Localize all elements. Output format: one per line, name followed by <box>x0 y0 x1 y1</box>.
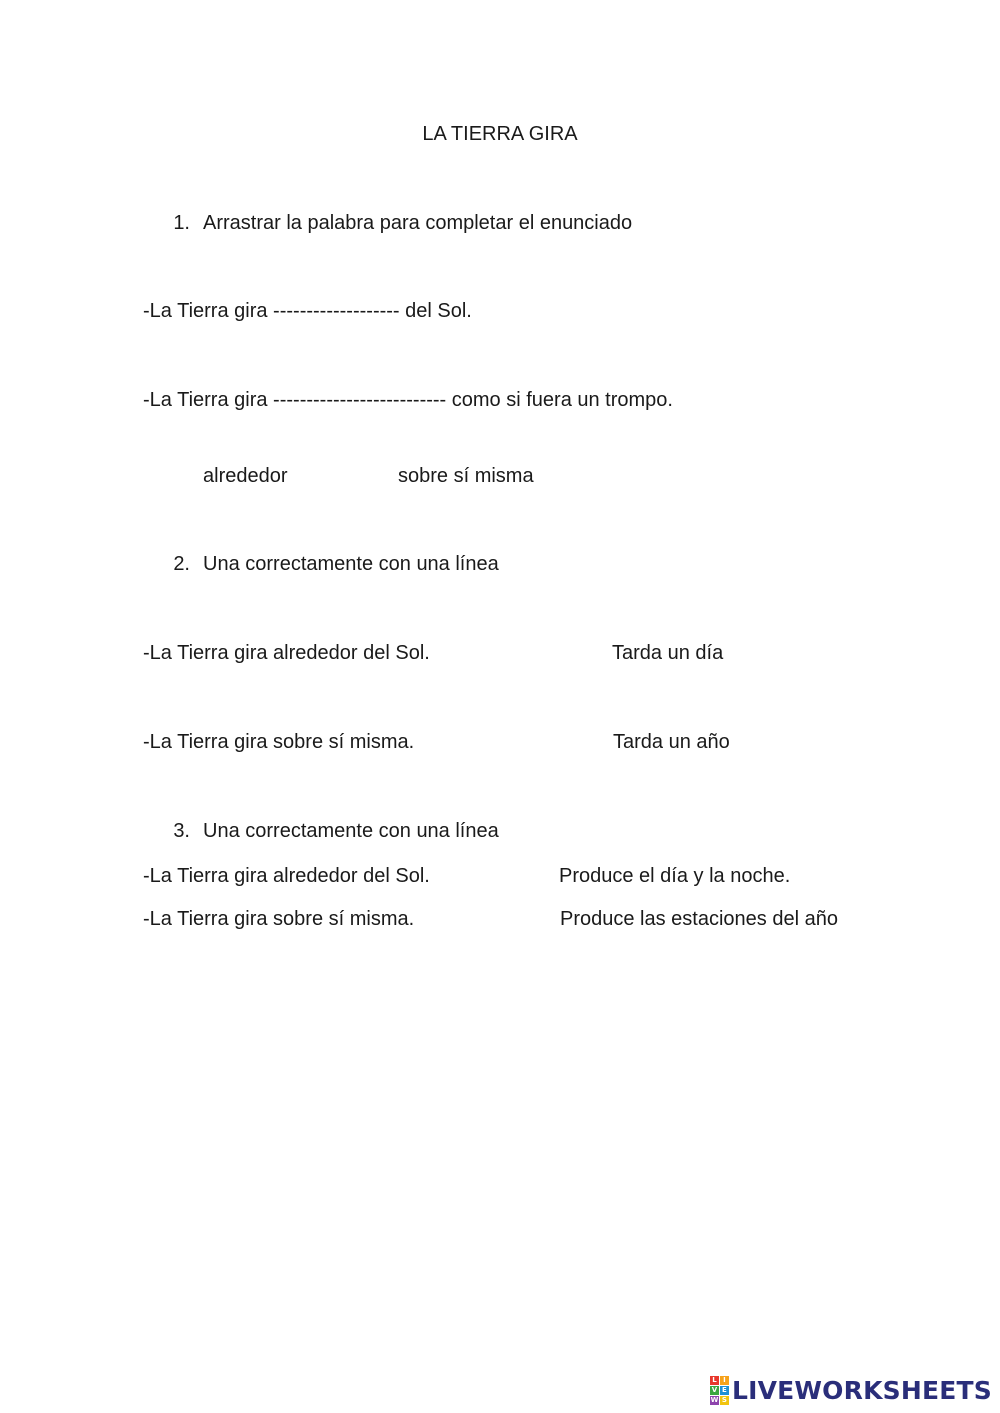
q3-left-item-2[interactable]: -La Tierra gira sobre sí misma. <box>143 908 415 930</box>
q1-instruction: Arrastrar la palabra para completar el enunciado <box>203 212 633 234</box>
liveworksheets-logo <box>710 1375 992 1405</box>
q1-sentence-1[interactable]: -La Tierra gira ------------------- del Sol. <box>143 300 472 322</box>
logo-tile-1: I <box>720 1376 729 1385</box>
q2-left-item-2[interactable]: -La Tierra gira sobre sí misma. <box>143 731 415 753</box>
q3-left-item-1[interactable]: -La Tierra gira alrededor del Sol. <box>143 865 430 887</box>
q2-number: 2. <box>173 553 190 575</box>
q2-left-item-1[interactable]: -La Tierra gira alrededor del Sol. <box>143 642 430 664</box>
q3-number: 3. <box>173 820 190 842</box>
logo-tile-2: V <box>711 1385 718 1394</box>
q1-option-sobre-si-misma[interactable]: sobre sí misma <box>398 465 534 487</box>
q1-option-alrededor[interactable]: alrededor <box>203 465 288 487</box>
page-title: LA TIERRA GIRA <box>422 123 578 145</box>
liveworksheets-logo-icon <box>710 1376 729 1405</box>
logo-tile-4: W <box>710 1395 719 1404</box>
logo-tile-0: L <box>710 1376 719 1385</box>
q2-right-item-2[interactable]: Tarda un año <box>613 731 730 753</box>
q3-right-item-1[interactable]: Produce el día y la noche. <box>559 865 791 887</box>
q1-sentence-2[interactable]: -La Tierra gira -------------------------- como si fuera un trompo. <box>143 389 673 411</box>
q2-instruction: Una correctamente con una línea <box>203 553 499 575</box>
logo-tile-3: E <box>720 1386 729 1395</box>
q3-right-item-2[interactable]: Produce las estaciones del año <box>560 908 838 930</box>
logo-tile-5: S <box>721 1395 727 1404</box>
q1-number: 1. <box>173 212 190 234</box>
q2-right-item-1[interactable]: Tarda un día <box>612 642 724 664</box>
liveworksheets-logo-text: LIVEWORKSHEETS <box>731 1375 992 1405</box>
q3-instruction: Una correctamente con una línea <box>203 820 499 842</box>
